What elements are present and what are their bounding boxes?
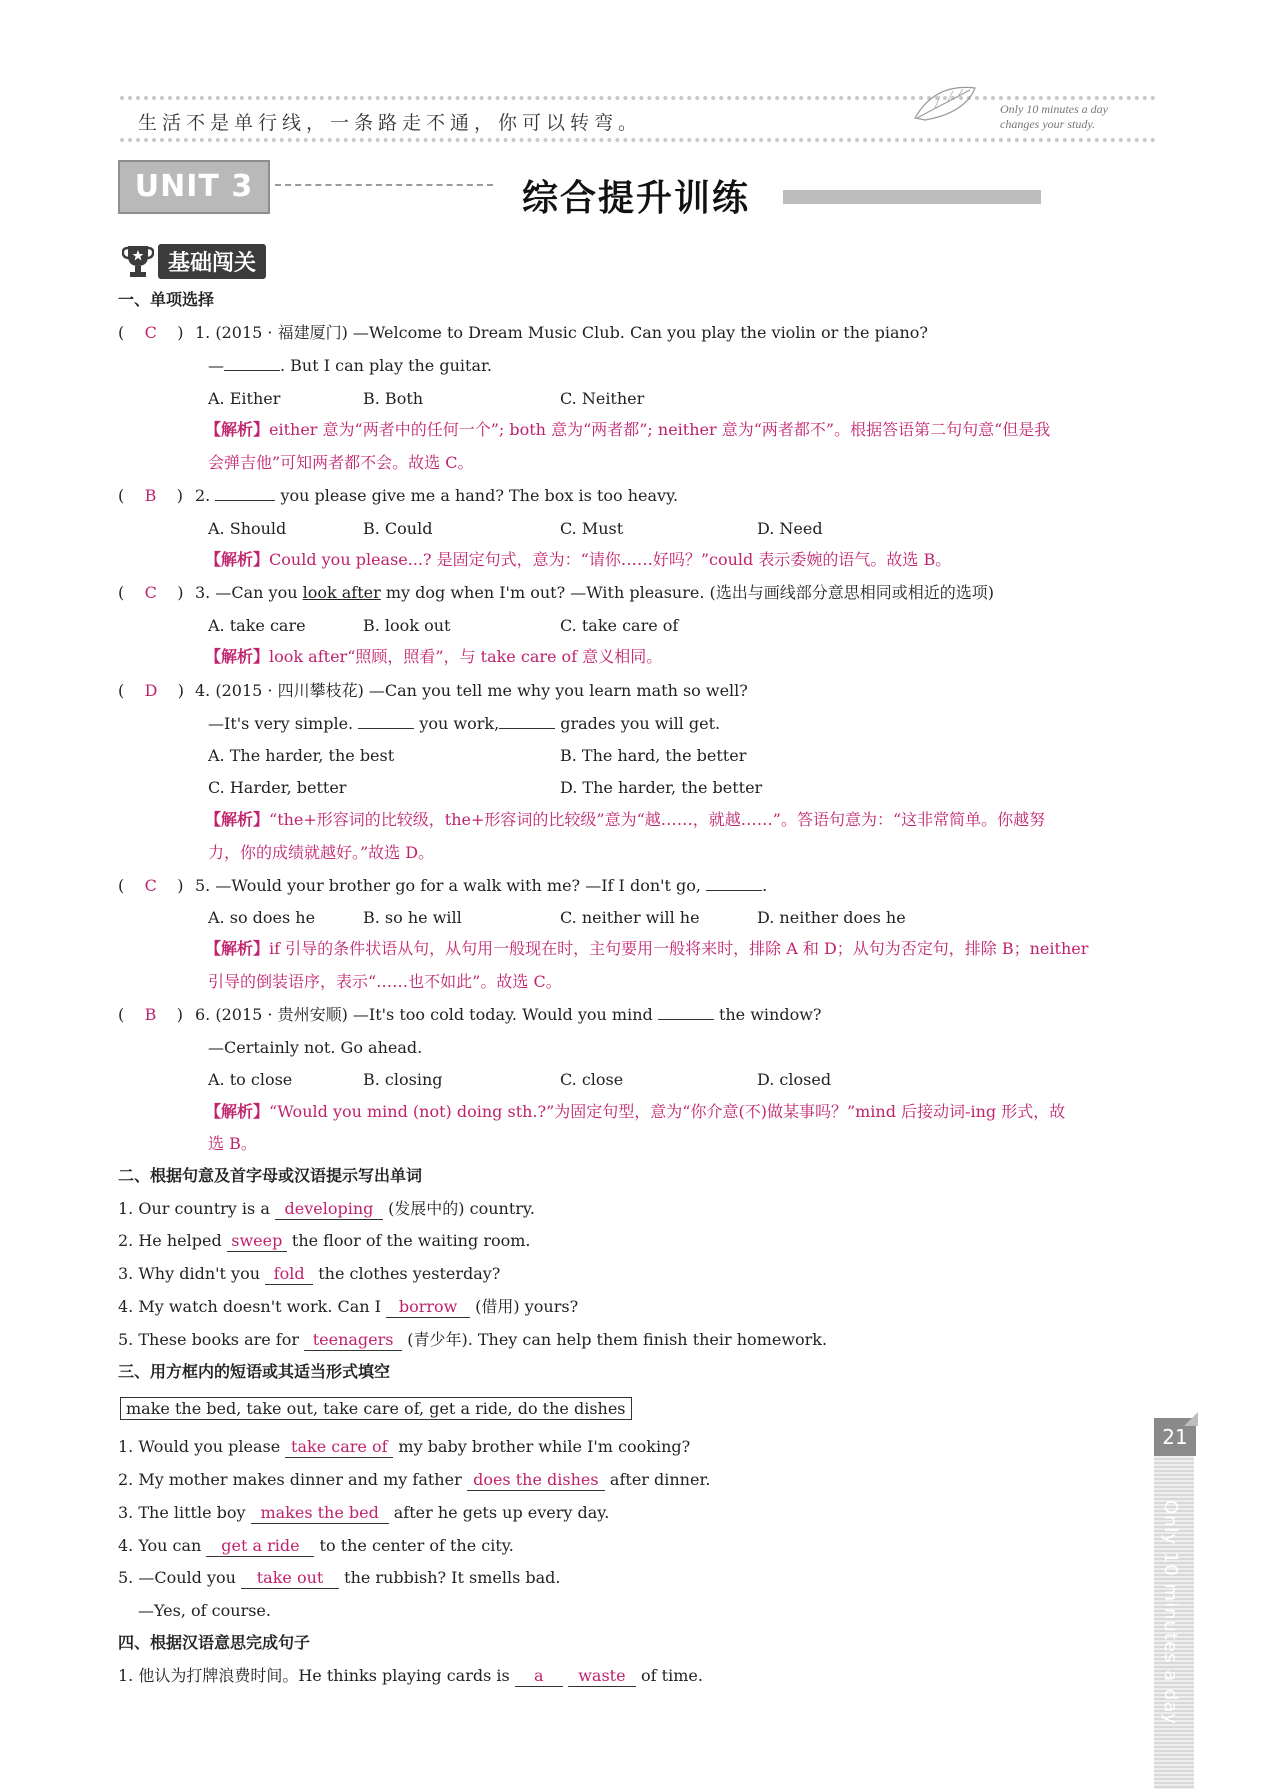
q4-answer: D <box>144 681 158 700</box>
s2-item-3-answer[interactable]: fold <box>265 1264 313 1285</box>
q4-explanation-line1 <box>205 809 1045 831</box>
q5-option-c: C. neither will he <box>560 908 700 927</box>
s3-item-1-pre: 1. Would you please <box>118 1437 281 1456</box>
q6-stem-pre: 6. (2015 · 贵州安顺) —It's too cold today. Would you mind <box>195 1005 653 1024</box>
s4-item-1 <box>118 1665 703 1687</box>
q5-stem-pre: 5. —Would your brother go for a walk with me? —If I don't go, <box>195 876 701 895</box>
q3-option-b: B. look out <box>363 616 451 635</box>
q3-stem <box>195 582 994 604</box>
s3-item-1 <box>118 1436 690 1458</box>
s3-item-2-answer[interactable]: does the dishes <box>467 1470 605 1491</box>
paren-close: ) <box>177 323 184 342</box>
q1-answer-bracket <box>118 322 183 344</box>
q5-stem-post: . <box>762 876 768 895</box>
s3-item-1-answer[interactable]: take care of <box>285 1437 393 1458</box>
s3-item-5 <box>118 1567 561 1589</box>
q6-answer: B <box>144 1005 157 1024</box>
s3-item-2-pre: 2. My mother makes dinner and my father <box>118 1470 462 1489</box>
s2-item-1-answer[interactable]: developing <box>275 1199 383 1220</box>
slogan-line-2: changes your study. <box>1000 117 1095 131</box>
q6-blank[interactable] <box>658 1019 714 1020</box>
s3-item-2 <box>118 1469 710 1491</box>
q5-explanation-line2: 引导的倒装语序，表示“……也不如此”。故选 C。 <box>208 972 562 991</box>
q4-blank-2[interactable] <box>499 728 555 729</box>
exp-text: either 意为“两者中的任何一个”; both 意为“两者都”; neither 意为“两者都不”。根据答语第二句句意“但是我 <box>269 420 1051 439</box>
q3-underlined-phrase: look after <box>302 583 381 602</box>
exp-tag: 【解析】 <box>205 939 270 958</box>
leaf-icon <box>905 78 995 128</box>
q4-option-a: A. The harder, the best <box>208 746 395 765</box>
paren-open: ( <box>118 681 125 700</box>
s2-item-1 <box>118 1198 535 1220</box>
s4-item-1-post: of time. <box>641 1666 703 1685</box>
paren-close: ) <box>176 1005 183 1024</box>
q6-option-c: C. close <box>560 1070 624 1089</box>
title-dash-line <box>275 184 493 186</box>
s3-item-3-answer[interactable]: makes the bed <box>251 1503 389 1524</box>
q5-answer-bracket <box>118 875 183 897</box>
exp-tag: 【解析】 <box>205 1102 270 1121</box>
s3-item-4 <box>118 1535 514 1557</box>
q2-option-d: D. Need <box>757 519 823 538</box>
q6-stem-line2: —Certainly not. Go ahead. <box>208 1038 423 1057</box>
s2-item-4-post: (借用) yours? <box>475 1297 579 1316</box>
s3-item-2-post: after dinner. <box>609 1470 711 1489</box>
header-dots-top <box>120 96 1156 100</box>
paren-open: ( <box>118 583 125 602</box>
q4-stem2-pre: —It's very simple. <box>208 714 354 733</box>
q2-answer: B <box>144 486 157 505</box>
trophy-icon <box>122 242 154 278</box>
s2-item-1-pre: 1. Our country is a <box>118 1199 270 1218</box>
s3-item-1-post: my baby brother while I'm cooking? <box>398 1437 691 1456</box>
q3-option-c: C. take care of <box>560 616 679 635</box>
s2-item-2-post: the floor of the waiting room. <box>291 1231 531 1250</box>
q1-explanation-line2: 会弹吉他”可知两者都不会。故选 C。 <box>208 453 474 472</box>
exp-text: “the+形容词的比较级，the+形容词的比较级”意为“越……，就越……”。答语句意为：“这非常简单。你越努 <box>269 810 1046 829</box>
side-slogan: Only 10 minutes a day <box>1160 1500 1181 1726</box>
q1-option-a: A. Either <box>208 389 281 408</box>
section3-heading: 三、用方框内的短语或其适当形式填空 <box>118 1362 391 1381</box>
exp-text: “Would you mind (not) doing sth.?”为固定句型，意为“你介意(不)做某事吗？”mind 后接动词-ing 形式，故 <box>269 1102 1066 1121</box>
s2-item-3 <box>118 1263 500 1285</box>
q4-stem2-post: grades you will get. <box>560 714 721 733</box>
s3-item-3 <box>118 1502 609 1524</box>
section2-heading: 二、根据句意及首字母或汉语提示写出单词 <box>118 1166 423 1185</box>
q1-option-c: C. Neither <box>560 389 645 408</box>
q4-option-b: B. The hard, the better <box>560 746 747 765</box>
s3-item-4-post: to the center of the city. <box>319 1536 514 1555</box>
page-number: 21 <box>1154 1418 1196 1456</box>
slogan-line-1: Only 10 minutes a day <box>1000 102 1108 116</box>
q6-explanation-line1 <box>205 1101 1065 1123</box>
paren-close: ) <box>177 876 184 895</box>
exp-text: if 引导的条件状语从句，从句用一般现在时，主句要用一般将来时，排除 A 和 D；从句为否定句，排除 B；neither <box>269 939 1089 958</box>
q1-blank[interactable] <box>224 370 280 371</box>
s2-item-2-pre: 2. He helped <box>118 1231 222 1250</box>
s4-item-1-answer-1[interactable]: a <box>515 1666 563 1687</box>
q6-stem <box>195 1004 822 1026</box>
q2-answer-bracket <box>118 485 183 507</box>
q1-dash: — <box>208 356 224 375</box>
section1-heading: 一、单项选择 <box>118 290 215 309</box>
q5-answer: C <box>144 876 157 895</box>
s2-item-5-post: (青少年). They can help them finish their homework. <box>407 1330 828 1349</box>
q4-option-c: C. Harder, better <box>208 778 347 797</box>
s3-item-5-pre: 5. —Could you <box>118 1568 236 1587</box>
s3-item-4-answer[interactable]: get a ride <box>206 1536 314 1557</box>
header-motto: 生活不是单行线，一条路走不通，你可以转弯。 <box>138 112 643 134</box>
q2-stem-post: you please give me a hand? The box is too heavy. <box>280 486 679 505</box>
exp-tag: 【解析】 <box>205 810 270 829</box>
s2-item-5-pre: 5. These books are for <box>118 1330 300 1349</box>
s3-item-4-pre: 4. You can <box>118 1536 202 1555</box>
q6-option-a: A. to close <box>208 1070 293 1089</box>
exp-tag: 【解析】 <box>205 647 270 666</box>
paren-close: ) <box>177 681 185 700</box>
q1-stem-rest: . But I can play the guitar. <box>280 356 492 375</box>
paren-open: ( <box>118 876 125 895</box>
q3-option-a: A. take care <box>208 616 306 635</box>
q4-stem-line2 <box>208 713 720 735</box>
q5-option-a: A. so does he <box>208 908 316 927</box>
s4-item-1-answer-2[interactable]: waste <box>568 1666 636 1687</box>
q4-option-d: D. The harder, the better <box>560 778 763 797</box>
badge-label: 基础闯关 <box>158 244 266 279</box>
exp-text: Could you please...? 是固定句式，意为：“请你……好吗？”could 表示委婉的语气。故选 B。 <box>269 550 952 569</box>
paren-open: ( <box>118 323 125 342</box>
paren-close: ) <box>177 583 184 602</box>
q1-option-b: B. Both <box>363 389 424 408</box>
page-corner <box>1184 1412 1198 1426</box>
q1-answer: C <box>144 323 157 342</box>
q6-answer-bracket <box>118 1004 183 1026</box>
q5-explanation-line1 <box>205 938 1088 960</box>
q5-option-d: D. neither does he <box>757 908 906 927</box>
paren-open: ( <box>118 1005 125 1024</box>
q2-stem <box>195 485 678 507</box>
s3-reply: —Yes, of course. <box>138 1601 271 1620</box>
s2-item-2 <box>118 1230 530 1252</box>
q3-answer: C <box>144 583 157 602</box>
q6-explanation-line2: 选 B。 <box>208 1134 257 1153</box>
q2-option-a: A. Should <box>208 519 287 538</box>
q3-explanation <box>205 646 662 668</box>
s2-item-5-answer[interactable]: teenagers <box>304 1330 402 1351</box>
header-dots-bottom <box>120 138 1156 142</box>
q6-option-d: D. closed <box>757 1070 832 1089</box>
s3-item-3-pre: 3. The little boy <box>118 1503 246 1522</box>
q6-stem-post: the window? <box>718 1005 822 1024</box>
q4-blank-1[interactable] <box>358 728 414 729</box>
q4-stem: 4. (2015 · 四川攀枝花) —Can you tell me why you learn math so well? <box>195 681 748 700</box>
q2-blank[interactable] <box>215 500 275 501</box>
q5-stem <box>195 875 767 897</box>
q5-option-b: B. so he will <box>363 908 462 927</box>
q1-stem: 1. (2015 · 福建厦门) —Welcome to Dream Music Club. Can you play the violin or the piano? <box>195 323 929 342</box>
q1-stem-line2 <box>208 355 492 377</box>
q2-option-b: B. Could <box>363 519 433 538</box>
q3-stem-post: my dog when I'm out? —With pleasure. (选出与画线部分意思相同或相近的选项) <box>385 583 994 602</box>
s3-item-5-answer[interactable]: take out <box>241 1568 339 1589</box>
title-bar <box>783 190 1041 204</box>
q5-blank[interactable] <box>706 890 762 891</box>
s3-item-3-post: after he gets up every day. <box>393 1503 610 1522</box>
s2-item-3-post: the clothes yesterday? <box>318 1264 501 1283</box>
phrase-box: make the bed, take out, take care of, get a ride, do the dishes <box>120 1397 632 1420</box>
q2-option-c: C. Must <box>560 519 624 538</box>
page-title: 综合提升训练 <box>522 178 751 219</box>
paren-close: ) <box>176 486 183 505</box>
header-slogan <box>1000 102 1108 132</box>
exp-tag: 【解析】 <box>205 420 270 439</box>
paren-open: ( <box>118 486 125 505</box>
q1-explanation-line1 <box>205 419 1050 441</box>
q2-stem-pre: 2. <box>195 486 211 505</box>
s2-item-4-answer[interactable]: borrow <box>386 1297 470 1318</box>
s2-item-1-post: (发展中的) country. <box>388 1199 535 1218</box>
q3-answer-bracket <box>118 582 183 604</box>
unit-label: UNIT 3 <box>118 160 270 214</box>
q4-stem2-mid: you work, <box>419 714 500 733</box>
s2-item-4-pre: 4. My watch doesn't work. Can I <box>118 1297 381 1316</box>
q3-stem-pre: 3. —Can you <box>195 583 298 602</box>
s2-item-5 <box>118 1329 827 1351</box>
s2-item-4 <box>118 1296 578 1318</box>
s2-item-2-answer[interactable]: sweep <box>227 1231 287 1252</box>
section4-heading: 四、根据汉语意思完成句子 <box>118 1633 311 1652</box>
q2-explanation <box>205 549 951 571</box>
exp-text: look after“照顾，照看”，与 take care of 意义相同。 <box>269 647 663 666</box>
s4-item-1-pre: 1. 他认为打牌浪费时间。He thinks playing cards is <box>118 1666 510 1685</box>
exp-tag: 【解析】 <box>205 550 270 569</box>
s2-item-3-pre: 3. Why didn't you <box>118 1264 261 1283</box>
q4-answer-bracket <box>118 680 184 702</box>
q4-explanation-line2: 力，你的成绩就越好。”故选 D。 <box>208 843 435 862</box>
q6-option-b: B. closing <box>363 1070 443 1089</box>
s3-item-5-post: the rubbish? It smells bad. <box>344 1568 561 1587</box>
